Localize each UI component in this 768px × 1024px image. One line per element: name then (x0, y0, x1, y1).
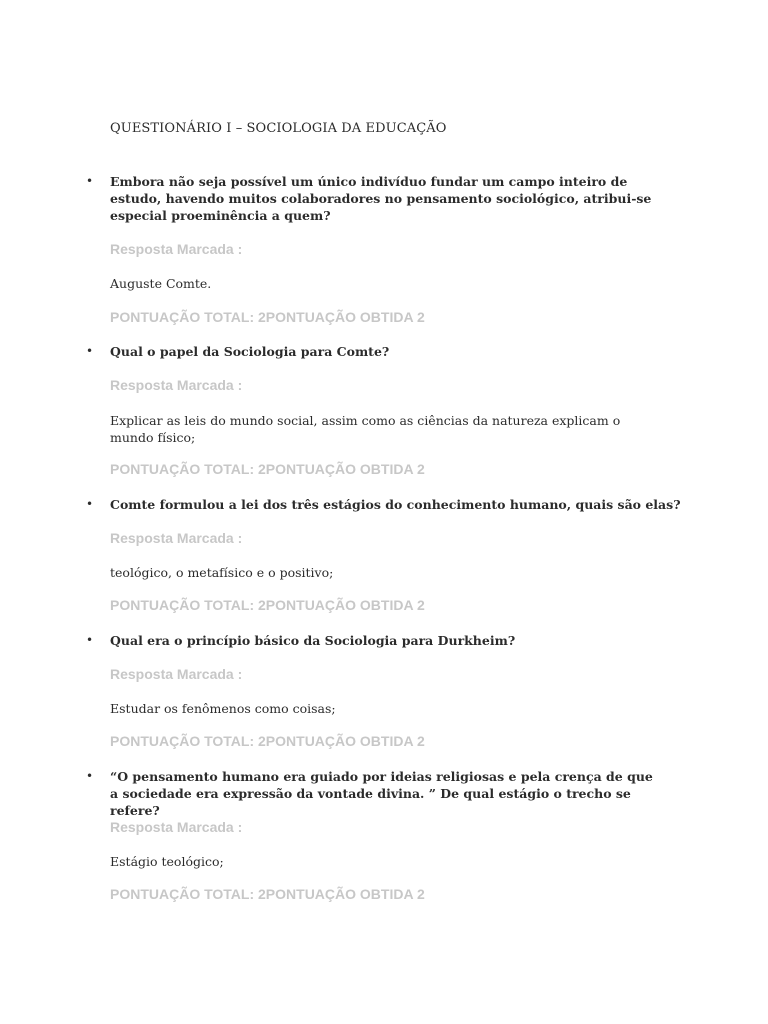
bullet-icon: • (86, 497, 94, 511)
answer-label: Resposta Marcada : (110, 819, 243, 835)
answer-text: Estudar os fenômenos como coisas; (110, 701, 336, 716)
score-text: PONTUAÇÃO TOTAL: 2PONTUAÇÃO OBTIDA 2 (110, 733, 425, 749)
score-text: PONTUAÇÃO TOTAL: 2PONTUAÇÃO OBTIDA 2 (110, 886, 425, 902)
question-text: Embora não seja possível um único indivíduo fundar um campo inteiro de estudo, havendo muitos colaboradores no pensamento sociológico, atribui-se especial proeminência a quem? (110, 174, 652, 223)
answer-text: Estágio teológico; (110, 854, 224, 869)
score-text: PONTUAÇÃO TOTAL: 2PONTUAÇÃO OBTIDA 2 (110, 597, 425, 613)
score-text: PONTUAÇÃO TOTAL: 2PONTUAÇÃO OBTIDA 2 (110, 461, 425, 477)
score-text: PONTUAÇÃO TOTAL: 2PONTUAÇÃO OBTIDA 2 (110, 309, 425, 325)
page-title: QUESTIONÁRIO I – SOCIOLOGIA DA EDUCAÇÃO (110, 121, 447, 136)
question-text: Comte formulou a lei dos três estágios do conhecimento humano, quais são elas? (110, 497, 681, 512)
answer-label: Resposta Marcada : (110, 666, 243, 682)
answer-text: Explicar as leis do mundo social, assim como as ciências da natureza explicam o mundo físico; (110, 413, 621, 445)
bullet-icon: • (86, 344, 94, 358)
answer-label: Resposta Marcada : (110, 530, 243, 546)
bullet-icon: • (86, 633, 94, 647)
answer-text: Auguste Comte. (110, 276, 212, 291)
answer-text: teológico, o metafísico e o positivo; (110, 565, 334, 580)
answer-label: Resposta Marcada : (110, 377, 243, 393)
bullet-icon: • (86, 174, 94, 188)
bullet-icon: • (86, 769, 94, 783)
question-text: Qual era o princípio básico da Sociologia para Durkheim? (110, 633, 516, 648)
question-text: “O pensamento humano era guiado por ideias religiosas e pela crença de que a sociedade era expressão da vontade divina. ” De qual estágio o trecho se refere? (110, 769, 653, 818)
answer-label: Resposta Marcada : (110, 241, 243, 257)
question-text: Qual o papel da Sociologia para Comte? (110, 344, 390, 359)
